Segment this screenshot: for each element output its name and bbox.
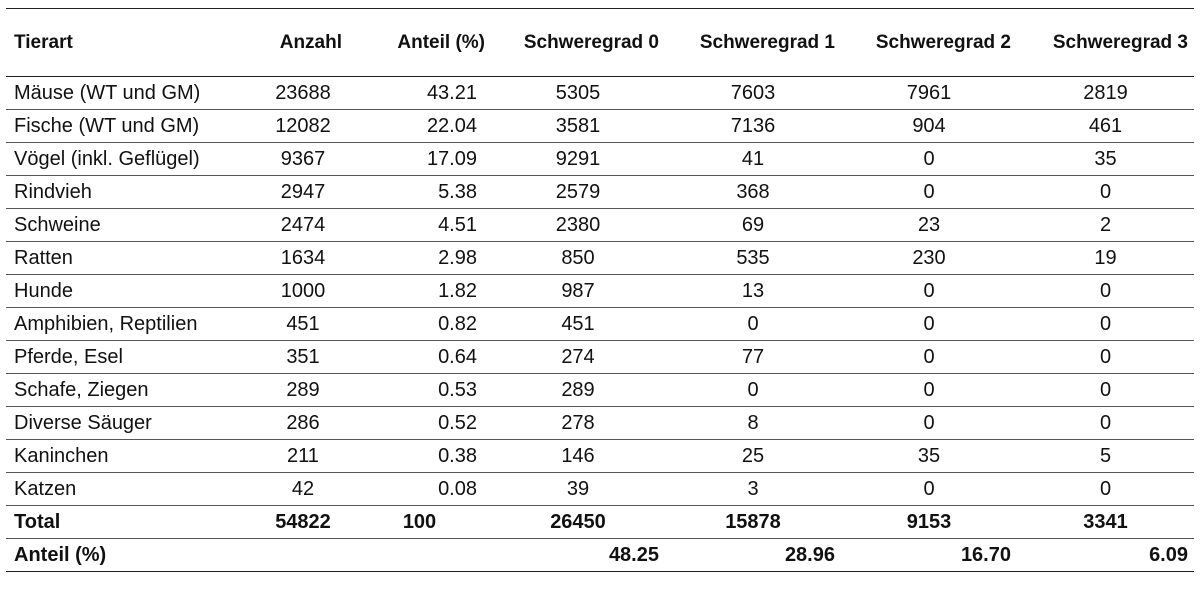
- cell-anzahl: 451: [258, 308, 348, 341]
- table-row: [6, 374, 1194, 407]
- cell-anzahl: 286: [258, 407, 348, 440]
- cell-anteil: 0.08: [348, 473, 491, 506]
- cell-tierart: Pferde, Esel: [6, 341, 258, 374]
- cell-schweregrad-2: 23: [841, 209, 1017, 242]
- cell-schweregrad-3: 5: [1017, 440, 1194, 473]
- cell-tierart: Vögel (inkl. Geflügel): [6, 143, 258, 176]
- cell-schweregrad-2: 0: [841, 275, 1017, 308]
- cell-schweregrad-1: 69: [665, 209, 841, 242]
- cell-schweregrad-3: 0: [1017, 374, 1194, 407]
- cell-anteil: 0.53: [348, 374, 491, 407]
- header-schweregrad-2: Schweregrad 2: [841, 9, 1017, 77]
- table-row: [6, 473, 1194, 506]
- cell-schweregrad-3: 35: [1017, 143, 1194, 176]
- header-anteil: Anteil (%): [348, 9, 491, 77]
- share-schweregrad-0: 48.25: [491, 539, 665, 572]
- cell-schweregrad-0: 274: [491, 341, 665, 374]
- cell-anzahl: 23688: [258, 77, 348, 110]
- cell-schweregrad-2: 0: [841, 341, 1017, 374]
- share-schweregrad-1: 28.96: [665, 539, 841, 572]
- cell-anteil: 0.38: [348, 440, 491, 473]
- cell-anzahl: 1634: [258, 242, 348, 275]
- share-row: [6, 539, 1194, 572]
- total-schweregrad-3: 3341: [1017, 506, 1194, 539]
- cell-schweregrad-2: 230: [841, 242, 1017, 275]
- cell-anteil: 1.82: [348, 275, 491, 308]
- cell-anteil: 4.51: [348, 209, 491, 242]
- cell-schweregrad-1: 0: [665, 308, 841, 341]
- cell-schweregrad-1: 8: [665, 407, 841, 440]
- cell-anzahl: 211: [258, 440, 348, 473]
- cell-anteil: 2.98: [348, 242, 491, 275]
- cell-schweregrad-0: 278: [491, 407, 665, 440]
- cell-schweregrad-0: 987: [491, 275, 665, 308]
- table-row: [6, 143, 1194, 176]
- table-row: [6, 176, 1194, 209]
- cell-anzahl: 12082: [258, 110, 348, 143]
- cell-schweregrad-1: 25: [665, 440, 841, 473]
- cell-tierart: Katzen: [6, 473, 258, 506]
- cell-schweregrad-3: 0: [1017, 308, 1194, 341]
- data-table-container: [6, 8, 1194, 572]
- cell-tierart: Kaninchen: [6, 440, 258, 473]
- animal-severity-table: [6, 8, 1194, 572]
- share-schweregrad-2: 16.70: [841, 539, 1017, 572]
- cell-tierart: Fische (WT und GM): [6, 110, 258, 143]
- header-schweregrad-1: Schweregrad 1: [665, 9, 841, 77]
- cell-anteil: 17.09: [348, 143, 491, 176]
- cell-schweregrad-1: 0: [665, 374, 841, 407]
- header-anzahl: Anzahl: [258, 9, 348, 77]
- header-tierart: Tierart: [6, 9, 258, 77]
- cell-anzahl: 1000: [258, 275, 348, 308]
- cell-schweregrad-0: 2579: [491, 176, 665, 209]
- cell-anteil: 43.21: [348, 77, 491, 110]
- cell-schweregrad-2: 0: [841, 143, 1017, 176]
- cell-tierart: Amphibien, Reptilien: [6, 308, 258, 341]
- cell-anteil: 0.82: [348, 308, 491, 341]
- cell-schweregrad-0: 289: [491, 374, 665, 407]
- cell-schweregrad-0: 451: [491, 308, 665, 341]
- cell-schweregrad-3: 2819: [1017, 77, 1194, 110]
- cell-anzahl: 351: [258, 341, 348, 374]
- cell-schweregrad-3: 2: [1017, 209, 1194, 242]
- cell-tierart: Hunde: [6, 275, 258, 308]
- total-schweregrad-0: 26450: [491, 506, 665, 539]
- table-row: [6, 440, 1194, 473]
- cell-anteil: 5.38: [348, 176, 491, 209]
- cell-schweregrad-0: 39: [491, 473, 665, 506]
- cell-tierart: Mäuse (WT und GM): [6, 77, 258, 110]
- cell-anteil: 0.52: [348, 407, 491, 440]
- cell-schweregrad-3: 0: [1017, 275, 1194, 308]
- cell-tierart: Ratten: [6, 242, 258, 275]
- total-schweregrad-2: 9153: [841, 506, 1017, 539]
- total-anteil: 100: [348, 506, 491, 539]
- cell-anzahl: 42: [258, 473, 348, 506]
- cell-schweregrad-1: 368: [665, 176, 841, 209]
- cell-schweregrad-1: 13: [665, 275, 841, 308]
- cell-schweregrad-1: 77: [665, 341, 841, 374]
- cell-schweregrad-3: 0: [1017, 407, 1194, 440]
- cell-schweregrad-2: 0: [841, 473, 1017, 506]
- cell-schweregrad-1: 535: [665, 242, 841, 275]
- cell-schweregrad-3: 0: [1017, 473, 1194, 506]
- table-row: [6, 209, 1194, 242]
- cell-tierart: Rindvieh: [6, 176, 258, 209]
- table-row: [6, 242, 1194, 275]
- total-row: [6, 506, 1194, 539]
- cell-schweregrad-3: 0: [1017, 176, 1194, 209]
- cell-anzahl: 2947: [258, 176, 348, 209]
- table-row: [6, 110, 1194, 143]
- total-anzahl: 54822: [258, 506, 348, 539]
- cell-schweregrad-0: 2380: [491, 209, 665, 242]
- cell-schweregrad-2: 0: [841, 308, 1017, 341]
- cell-schweregrad-1: 7136: [665, 110, 841, 143]
- header-schweregrad-0: Schweregrad 0: [491, 9, 665, 77]
- cell-schweregrad-0: 3581: [491, 110, 665, 143]
- cell-tierart: Schafe, Ziegen: [6, 374, 258, 407]
- cell-schweregrad-2: 904: [841, 110, 1017, 143]
- share-label: Anteil (%): [6, 539, 258, 572]
- table-row: [6, 308, 1194, 341]
- cell-schweregrad-0: 146: [491, 440, 665, 473]
- share-schweregrad-3: 6.09: [1017, 539, 1194, 572]
- cell-anzahl: 289: [258, 374, 348, 407]
- cell-anteil: 0.64: [348, 341, 491, 374]
- cell-schweregrad-0: 850: [491, 242, 665, 275]
- cell-schweregrad-2: 0: [841, 407, 1017, 440]
- share-anteil: [348, 539, 491, 572]
- cell-anzahl: 2474: [258, 209, 348, 242]
- cell-schweregrad-1: 7603: [665, 77, 841, 110]
- cell-schweregrad-2: 0: [841, 374, 1017, 407]
- table-row: [6, 275, 1194, 308]
- cell-schweregrad-3: 19: [1017, 242, 1194, 275]
- cell-anteil: 22.04: [348, 110, 491, 143]
- cell-schweregrad-2: 35: [841, 440, 1017, 473]
- header-schweregrad-3: Schweregrad 3: [1017, 9, 1194, 77]
- total-schweregrad-1: 15878: [665, 506, 841, 539]
- cell-anzahl: 9367: [258, 143, 348, 176]
- table-row: [6, 407, 1194, 440]
- cell-schweregrad-2: 7961: [841, 77, 1017, 110]
- cell-schweregrad-3: 461: [1017, 110, 1194, 143]
- cell-tierart: Schweine: [6, 209, 258, 242]
- share-anzahl: [258, 539, 348, 572]
- table-row: [6, 77, 1194, 110]
- table-header-row: [6, 9, 1194, 77]
- cell-schweregrad-1: 3: [665, 473, 841, 506]
- cell-schweregrad-0: 9291: [491, 143, 665, 176]
- total-label: Total: [6, 506, 258, 539]
- cell-tierart: Diverse Säuger: [6, 407, 258, 440]
- cell-schweregrad-2: 0: [841, 176, 1017, 209]
- table-row: [6, 341, 1194, 374]
- cell-schweregrad-0: 5305: [491, 77, 665, 110]
- cell-schweregrad-1: 41: [665, 143, 841, 176]
- cell-schweregrad-3: 0: [1017, 341, 1194, 374]
